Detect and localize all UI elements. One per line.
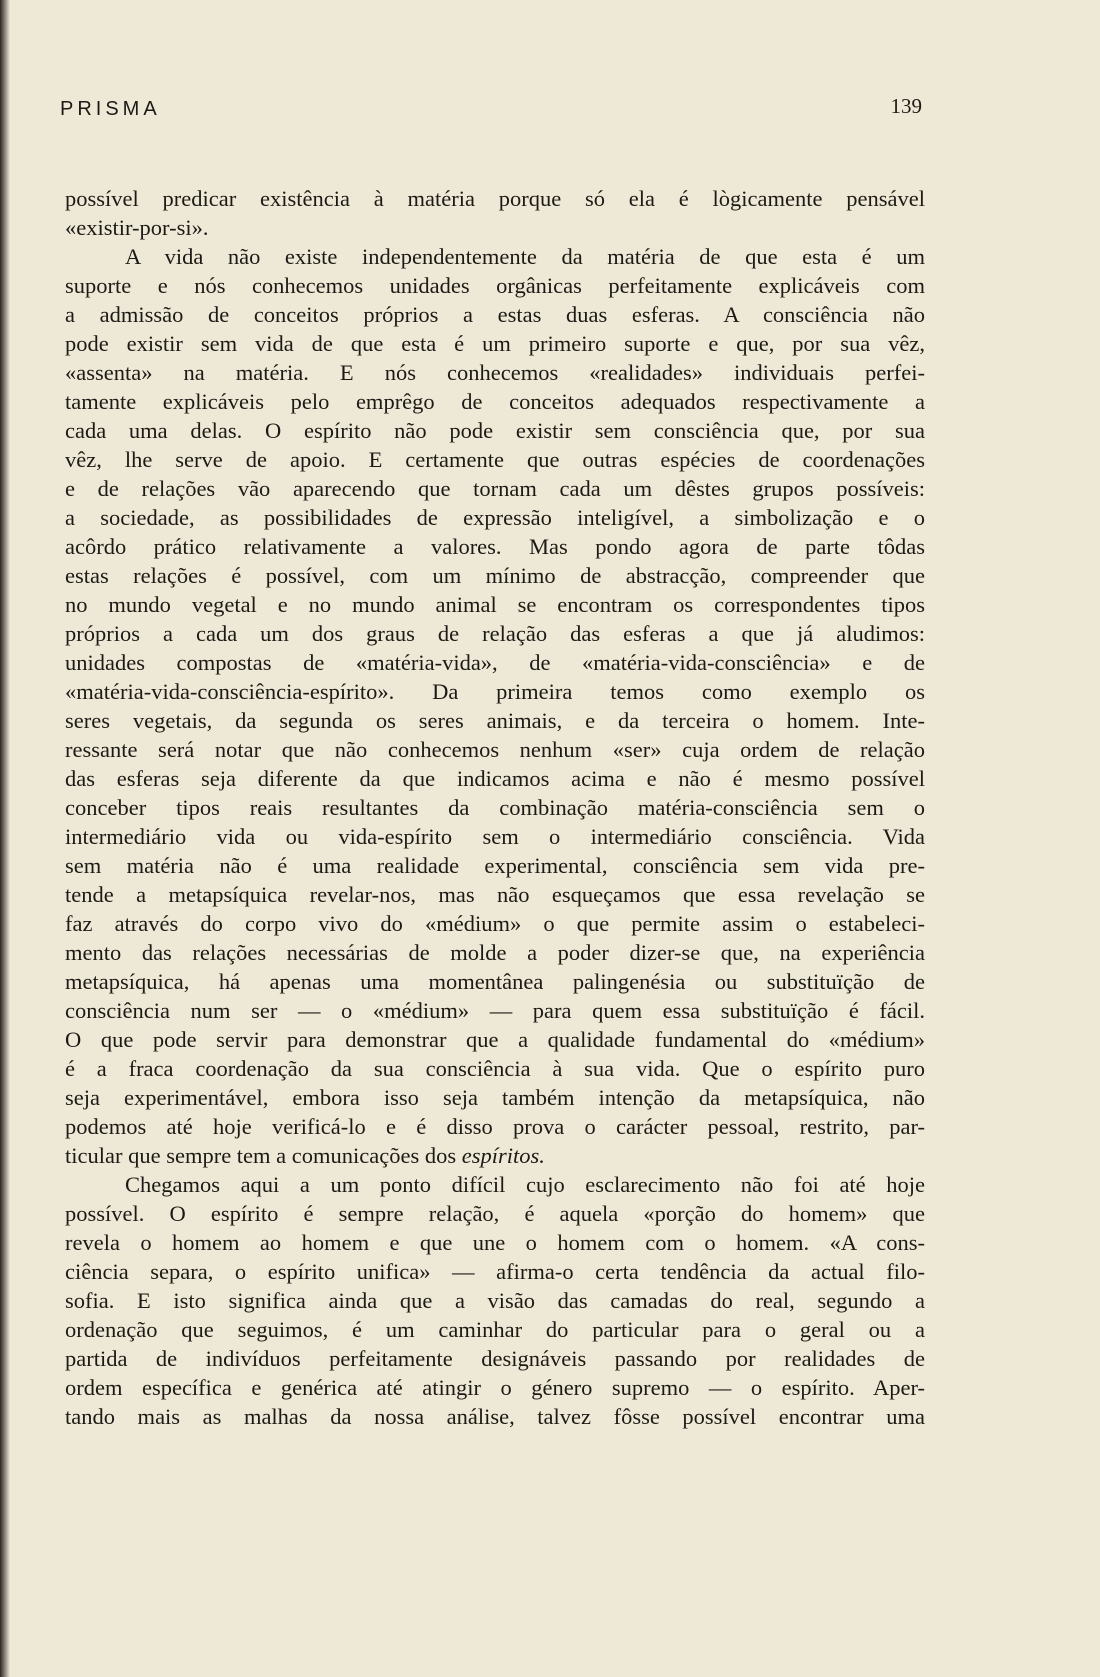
text-line: possível. O espírito é sempre relação, é aquela «porção do homem» que — [65, 1201, 925, 1226]
text-line: conceber tipos reais resultantes da combinação matéria-consciência sem o — [65, 795, 925, 820]
text-line: podemos até hoje verificá-lo e é disso prova o carácter pessoal, restrito, par- — [65, 1114, 925, 1139]
paragraph-2 — [65, 242, 925, 1170]
text-line: ciência separa, o espírito unifica» — afirma-o certa tendência da actual filo- — [65, 1259, 925, 1284]
text-line: intermediário vida ou vida-espírito sem o intermediário consciência. Vida — [65, 824, 925, 849]
text-line: tando mais as malhas da nossa análise, talvez fôsse possível encontrar uma — [65, 1404, 925, 1429]
text-line: Chegamos aqui a um ponto difícil cujo esclarecimento não foi até hoje — [125, 1172, 925, 1197]
text-line: metapsíquica, há apenas uma momentânea palingenésia ou substituïção de — [65, 969, 925, 994]
running-head — [60, 94, 922, 128]
text-line: a admissão de conceitos próprios a estas duas esferas. A consciência não — [65, 302, 925, 327]
text-line: mento das relações necessárias de molde a poder dizer-se que, na experiência — [65, 940, 925, 965]
text-line: consciência num ser — o «médium» — para quem essa substituïção é fácil. — [65, 998, 925, 1023]
page-gutter-shadow — [0, 0, 10, 1677]
text-line: suporte e nós conhecemos unidades orgânicas perfeitamente explicáveis com — [65, 273, 925, 298]
text-line: tamente explicáveis pelo emprêgo de conceitos adequados respectivamente a — [65, 389, 925, 414]
text-line: tende a metapsíquica revelar-nos, mas não esqueçamos que essa revelação se — [65, 882, 925, 907]
text-line: «assenta» na matéria. E nós conhecemos «realidades» individuais perfei- — [65, 360, 925, 385]
text-line: seja experimentável, embora isso seja também intenção da metapsíquica, não — [65, 1085, 925, 1110]
text-fragment: ticular que sempre tem a comunicações dos — [65, 1143, 462, 1168]
text-line: «existir-por-si». — [65, 215, 209, 240]
text-line: no mundo vegetal e no mundo animal se encontram os correspondentes tipos — [65, 592, 925, 617]
journal-name: PRISMA — [60, 98, 161, 120]
body-text — [65, 184, 925, 1431]
text-line: das esferas seja diferente da que indicamos acima e não é mesmo possível — [65, 766, 925, 791]
page-number: 139 — [890, 94, 922, 118]
text-line: possível predicar existência à matéria porque só ela é lògicamente pensável — [65, 186, 925, 211]
text-line: revela o homem ao homem e que une o homem com o homem. «A cons- — [65, 1230, 925, 1255]
text-line: ordenação que seguimos, é um caminhar do particular para o geral ou a — [65, 1317, 925, 1342]
text-line: sem matéria não é uma realidade experimental, consciência sem vida pre- — [65, 853, 925, 878]
text-line: «matéria-vida-consciência-espírito». Da primeira temos como exemplo os — [65, 679, 925, 704]
text-line: faz através do corpo vivo do «médium» o que permite assim o estabeleci- — [65, 911, 925, 936]
paragraph-3 — [65, 1170, 925, 1431]
italic-word: espíritos. — [461, 1143, 545, 1168]
text-line: e de relações vão aparecendo que tornam cada um dêstes grupos possíveis: — [65, 476, 925, 501]
text-line: vêz, lhe serve de apoio. E certamente que outras espécies de coordenações — [65, 447, 925, 472]
text-line: ordem específica e genérica até atingir o género supremo — o espírito. Aper- — [65, 1375, 925, 1400]
text-line-final — [65, 1141, 925, 1170]
paragraph-1 — [65, 184, 925, 242]
text-line: ressante será notar que não conhecemos nenhum «ser» cuja ordem de relação — [65, 737, 925, 762]
text-line: estas relações é possível, com um mínimo de abstracção, compreender que — [65, 563, 925, 588]
text-line: próprios a cada um dos graus de relação das esferas a que já aludimos: — [65, 621, 925, 646]
text-line: unidades compostas de «matéria-vida», de «matéria-vida-consciência» e de — [65, 650, 925, 675]
text-line: seres vegetais, da segunda os seres animais, e da terceira o homem. Inte- — [65, 708, 925, 733]
text-line: sofia. E isto significa ainda que a visão das camadas do real, segundo a — [65, 1288, 925, 1313]
text-line: pode existir sem vida de que esta é um primeiro suporte e que, por sua vêz, — [65, 331, 925, 356]
text-line: cada uma delas. O espírito não pode existir sem consciência que, por sua — [65, 418, 925, 443]
text-line: O que pode servir para demonstrar que a qualidade fundamental do «médium» — [65, 1027, 925, 1052]
text-line: A vida não existe independentemente da matéria de que esta é um — [125, 244, 925, 269]
text-line: acôrdo prático relativamente a valores. Mas pondo agora de parte tôdas — [65, 534, 925, 559]
text-line: a sociedade, as possibilidades de expressão inteligível, a simbolização e o — [65, 505, 925, 530]
text-line: é a fraca coordenação da sua consciência à sua vida. Que o espírito puro — [65, 1056, 925, 1081]
text-line: partida de indivíduos perfeitamente designáveis passando por realidades de — [65, 1346, 925, 1371]
